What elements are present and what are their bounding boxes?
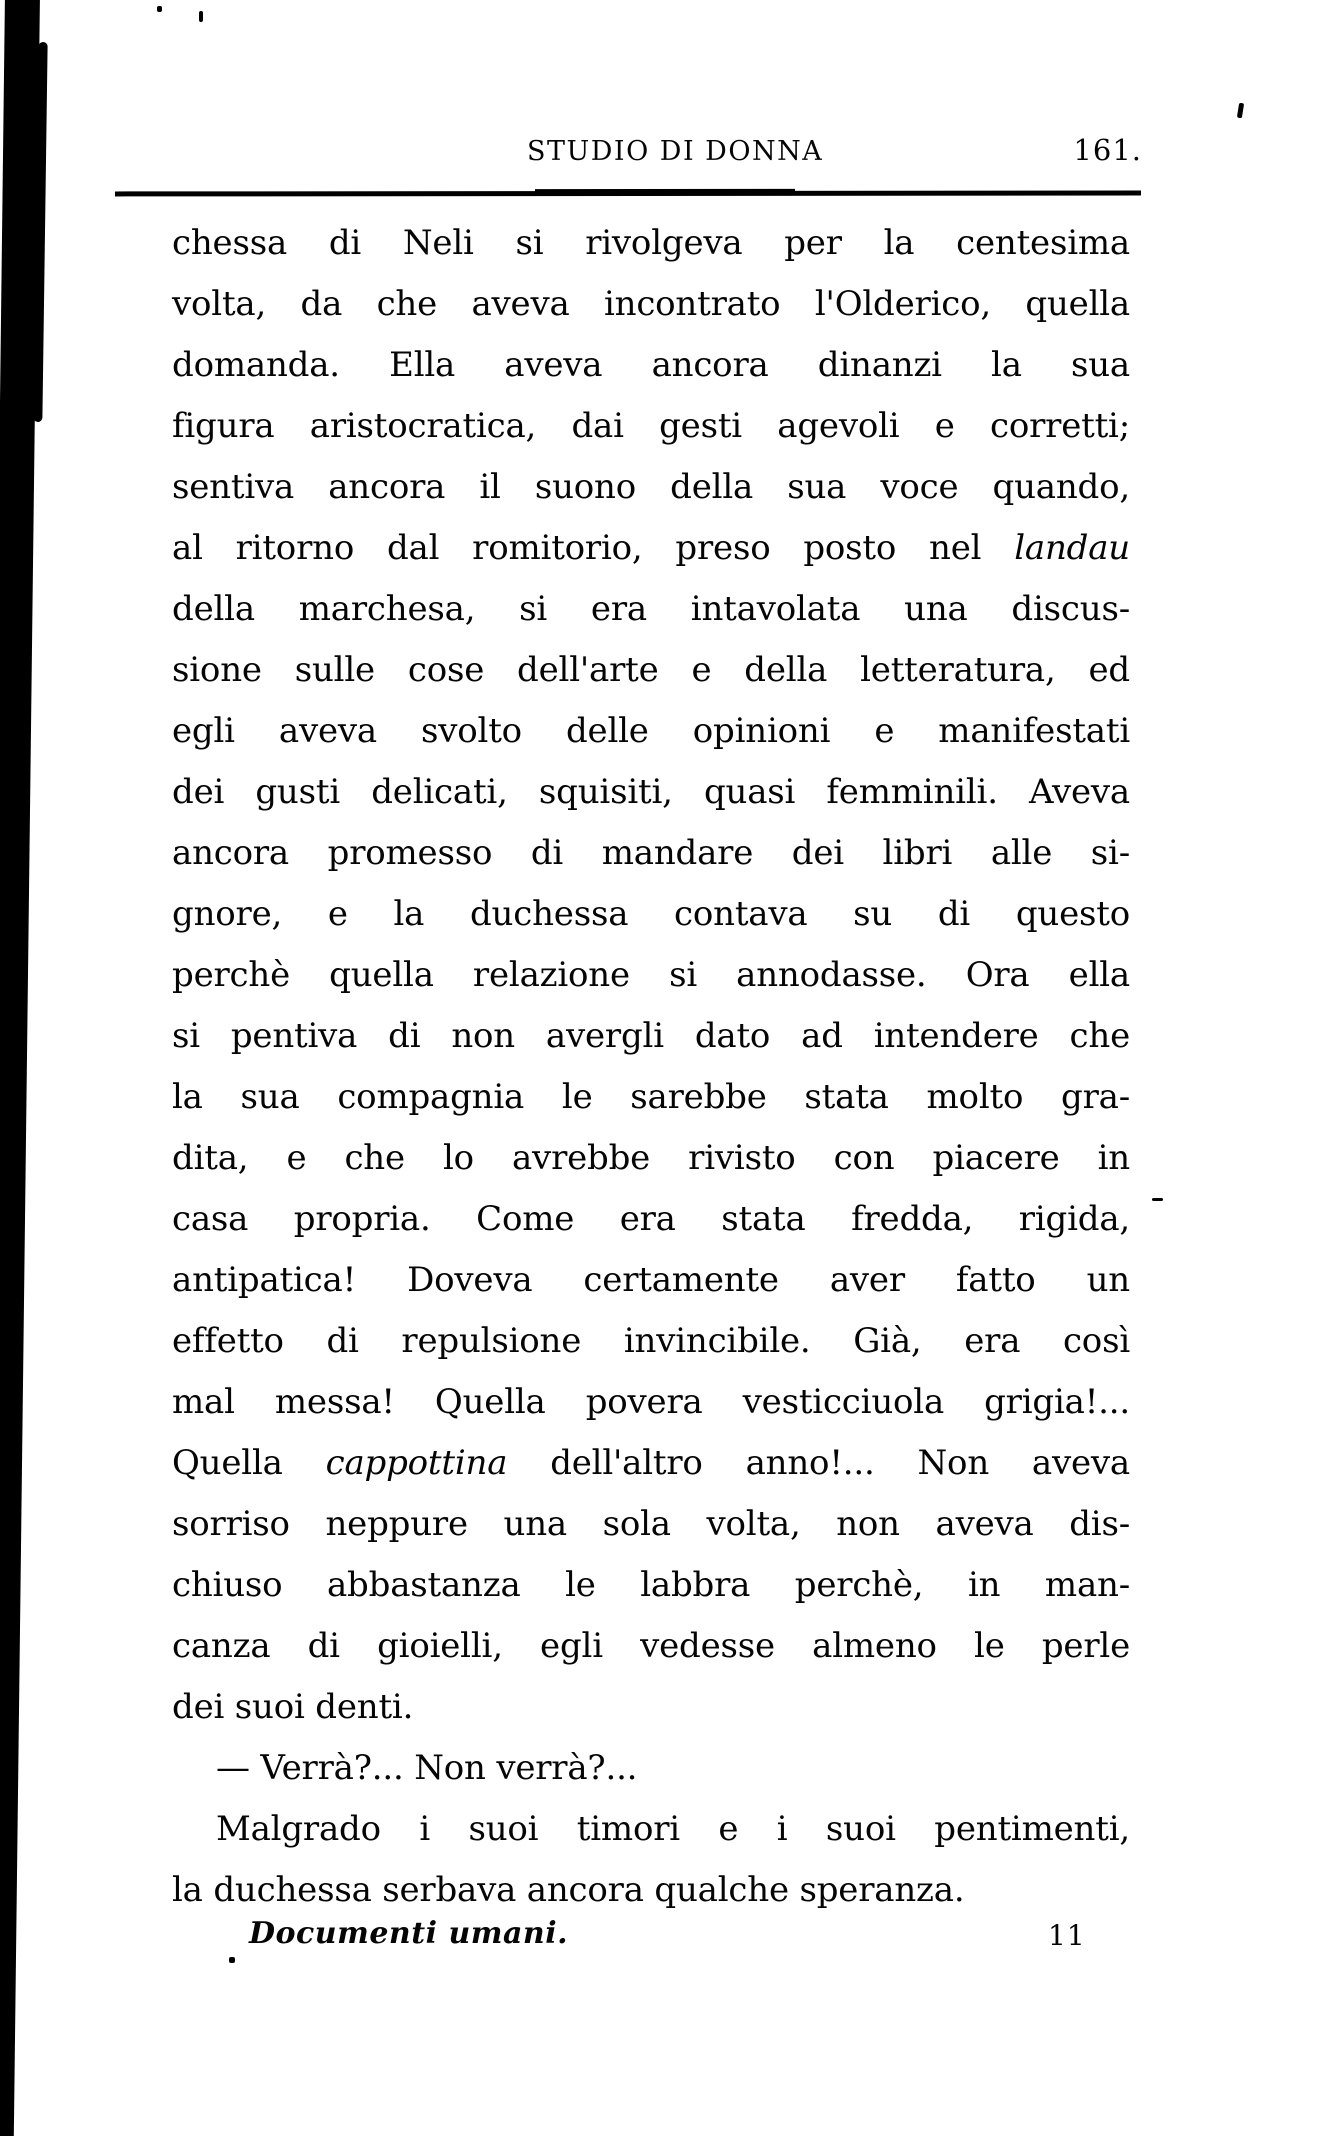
page-footer [0, 1916, 1331, 1966]
body-text [172, 213, 1130, 1921]
text-line [172, 1006, 1130, 1067]
text-segment: la sua compagnia le sarebbe stata molto gra- [172, 1077, 1130, 1117]
scan-speck [1152, 1198, 1163, 1201]
text-segment: effetto di repulsione invincibile. Già, era così [172, 1321, 1130, 1361]
text-segment: della marchesa, si era intavolata una discus- [172, 589, 1130, 629]
text-line [172, 1128, 1130, 1189]
text-line [172, 1494, 1130, 1555]
text-line [172, 1372, 1130, 1433]
text-segment: domanda. Ella aveva ancora dinanzi la sua [172, 345, 1130, 385]
italic-word: landau [1014, 528, 1130, 568]
text-segment: antipatica! Doveva certamente aver fatto un [172, 1260, 1130, 1300]
text-segment: chiuso abbastanza le labbra perchè, in man- [172, 1565, 1130, 1605]
text-line [172, 1067, 1130, 1128]
text-segment: Malgrado i suoi timori e i suoi pentimenti, [216, 1809, 1130, 1849]
text-segment: chessa di Neli si rivolgeva per la centesima [172, 223, 1130, 263]
text-line [172, 274, 1130, 335]
text-line [172, 335, 1130, 396]
text-segment: dei suoi denti. [172, 1687, 414, 1727]
text-segment: volta, da che aveva incontrato l'Olderico, quella [172, 284, 1130, 324]
text-segment: figura aristocratica, dai gesti agevoli e corretti; [172, 406, 1130, 446]
text-line [172, 701, 1130, 762]
text-line [172, 579, 1130, 640]
running-header-title: STUDIO DI DONNA [527, 136, 824, 167]
text-segment: — Verrà?... Non verrà?... [216, 1748, 638, 1788]
text-segment: la duchessa serbava ancora qualche speranza. [172, 1870, 965, 1910]
text-segment: egli aveva svolto delle opinioni e manifestati [172, 711, 1130, 751]
footer-work-title: Documenti umani. [249, 1916, 569, 1951]
text-line [172, 1860, 1130, 1921]
text-segment: si pentiva di non avergli dato ad intendere che [172, 1016, 1130, 1056]
text-line [172, 945, 1130, 1006]
text-line [172, 823, 1130, 884]
italic-word: cappottina [325, 1443, 508, 1483]
text-line [172, 1311, 1130, 1372]
text-segment: casa propria. Come era stata fredda, rigida, [172, 1199, 1130, 1239]
page-number: 161. [1073, 133, 1142, 167]
text-line [172, 884, 1130, 945]
text-segment: Quella [172, 1443, 326, 1483]
scan-speck [1237, 103, 1244, 119]
text-segment: mal messa! Quella povera vesticciuola grigia!... [172, 1382, 1130, 1422]
text-line [172, 1189, 1130, 1250]
text-segment: canza di gioielli, egli vedesse almeno le perle [172, 1626, 1130, 1666]
text-segment: dell'altro anno!... Non aveva [507, 1443, 1130, 1483]
text-segment: sione sulle cose dell'arte e della letteratura, ed [172, 650, 1130, 690]
text-line [172, 1616, 1130, 1677]
scan-speck [199, 11, 203, 22]
text-line [172, 396, 1130, 457]
text-line [172, 1738, 1130, 1799]
text-line [172, 457, 1130, 518]
text-segment: ancora promesso di mandare dei libri alle si- [172, 833, 1130, 873]
text-segment: sentiva ancora il suono della sua voce quando, [172, 467, 1130, 507]
text-line [172, 762, 1130, 823]
text-segment: perchè quella relazione si annodasse. Ora ella [172, 955, 1130, 995]
text-line [172, 1677, 1130, 1738]
footer-signature-number: 11 [1048, 1919, 1086, 1952]
text-line [172, 518, 1130, 579]
text-line [172, 1250, 1130, 1311]
text-segment: al ritorno dal romitorio, preso posto nel [172, 528, 1015, 568]
text-segment: dei gusti delicati, squisiti, quasi femminili. Aveva [172, 772, 1130, 812]
text-line [172, 1433, 1130, 1494]
header-rule [115, 191, 1141, 197]
text-segment: gnore, e la duchessa contava su di questo [172, 894, 1130, 934]
text-line [172, 1555, 1130, 1616]
text-line [172, 640, 1130, 701]
text-line [172, 213, 1130, 274]
text-segment: sorriso neppure una sola volta, non aveva dis- [172, 1504, 1130, 1544]
scan-speck [157, 6, 162, 12]
text-line [172, 1799, 1130, 1860]
text-segment: dita, e che lo avrebbe rivisto con piacere in [172, 1138, 1130, 1178]
